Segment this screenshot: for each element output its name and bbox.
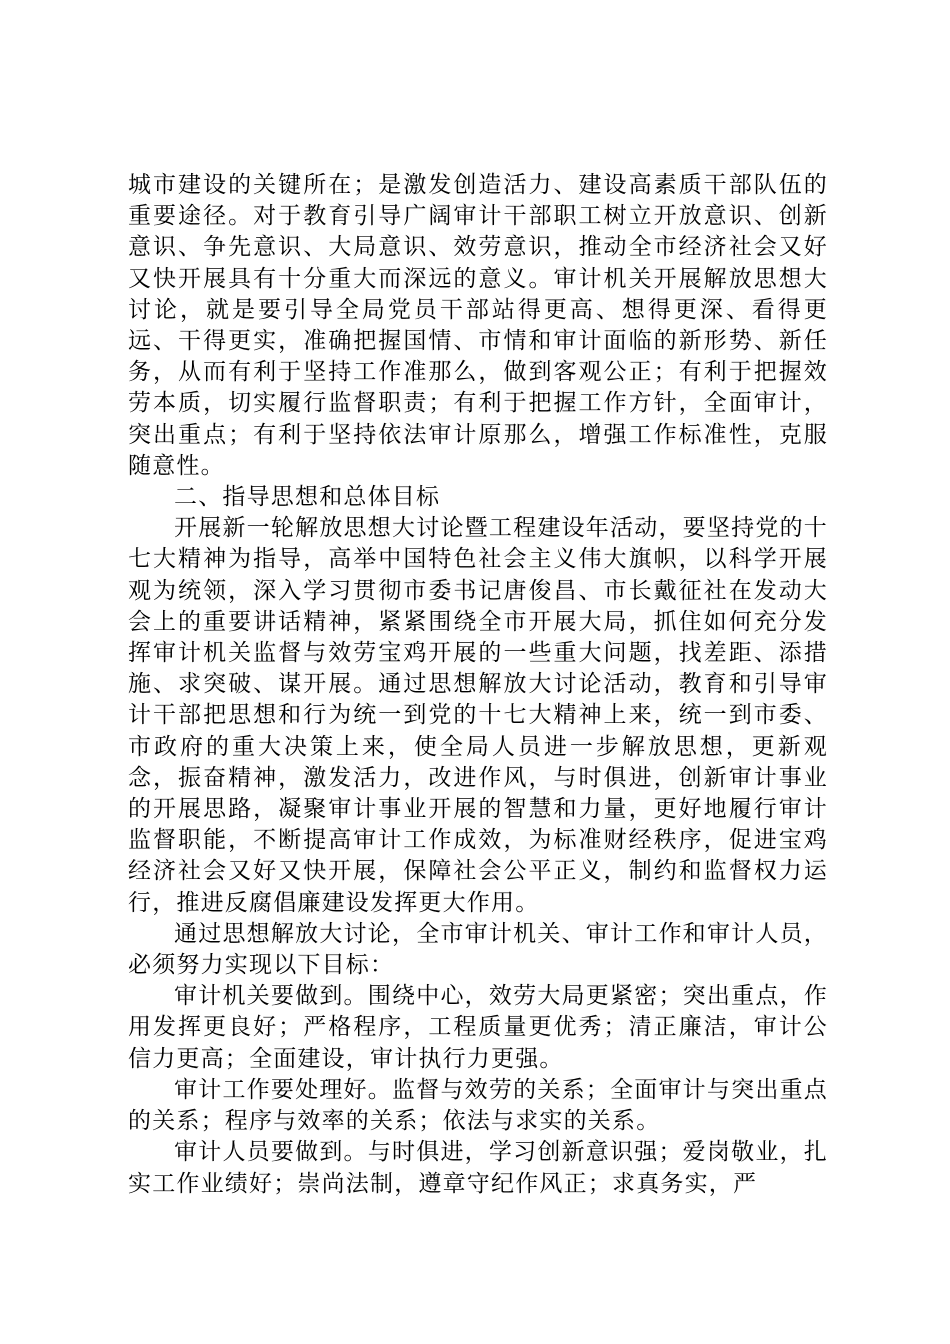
paragraph-guiding-ideology: 开展新一轮解放思想大讨论暨工程建设年活动，要坚持党的十七大精神为指导，高举中国特色社会主义伟大旗帜，以科学开展观为统领，深入学习贯彻市委书记唐俊昌、市长戴征社在发动大会上的重要讲话精神，紧紧围绕全市开展大局，抓住如何充分发挥审计机关监督与效劳宝鸡开展的一些重大问题，找差距、添措施、求突破、谋开展。通过思想解放大讨论活动，教育和引导审计干部把思想和行为统一到党的十七大精神上来，统一到市委、市政府的重大决策上来，使全局人员进一步解放思想，更新观念，振奋精神，激发活力，改进作风，与时俱进，创新审计事业的开展思路，凝聚审计事业开展的智慧和力量，更好地履行审计监督职能，不断提高审计工作成效，为标准财经秩序，促进宝鸡经济社会又好又快开展，保障社会公平正义，制约和监督权力运行，推进反腐倡廉建设发挥更大作用。 [128, 515, 828, 916]
paragraph-audit-work-relations: 审计工作要处理好。监督与效劳的关系；全面审计与突出重点的关系；程序与效率的关系；依法与求实的关系。 [128, 1076, 828, 1135]
paragraph-audit-agency-goals: 审计机关要做到。围绕中心，效劳大局更紧密；突出重点，作用发挥更良好；严格程序，工程质量更优秀；清正廉洁，审计公信力更高；全面建设，审计执行力更强。 [128, 983, 828, 1072]
paragraph-continuation: 城市建设的关键所在；是激发创造活力、建设高素质干部队伍的重要途径。对于教育引导广阔审计干部职工树立开放意识、创新意识、争先意识、大局意识、效劳意识，推动全市经济社会又好又快开展具有十分重大而深远的意义。审计机关开展解放思想大讨论，就是要引导全局党员干部站得更高、想得更深、看得更远、干得更实，准确把握国情、市情和审计面临的新形势、新任务，从而有利于坚持工作准那么，做到客观公正；有利于把握效劳本质，切实履行监督职责；有利于把握工作方针，全面审计，突出重点；有利于坚持依法审计原那么，增强工作标准性，克服随意性。 [128, 172, 828, 479]
section-heading-guiding-ideology: 二、指导思想和总体目标 [174, 484, 441, 511]
paragraph-goals-intro: 通过思想解放大讨论，全市审计机关、审计工作和审计人员，必须努力实现以下目标： [128, 920, 828, 979]
document-page [128, 170, 828, 1200]
paragraph-auditor-requirements: 审计人员要做到。与时俱进，学习创新意识强；爱岗敬业，扎实工作业绩好；崇尚法制，遵章守纪作风正；求真务实，严 [128, 1139, 828, 1197]
